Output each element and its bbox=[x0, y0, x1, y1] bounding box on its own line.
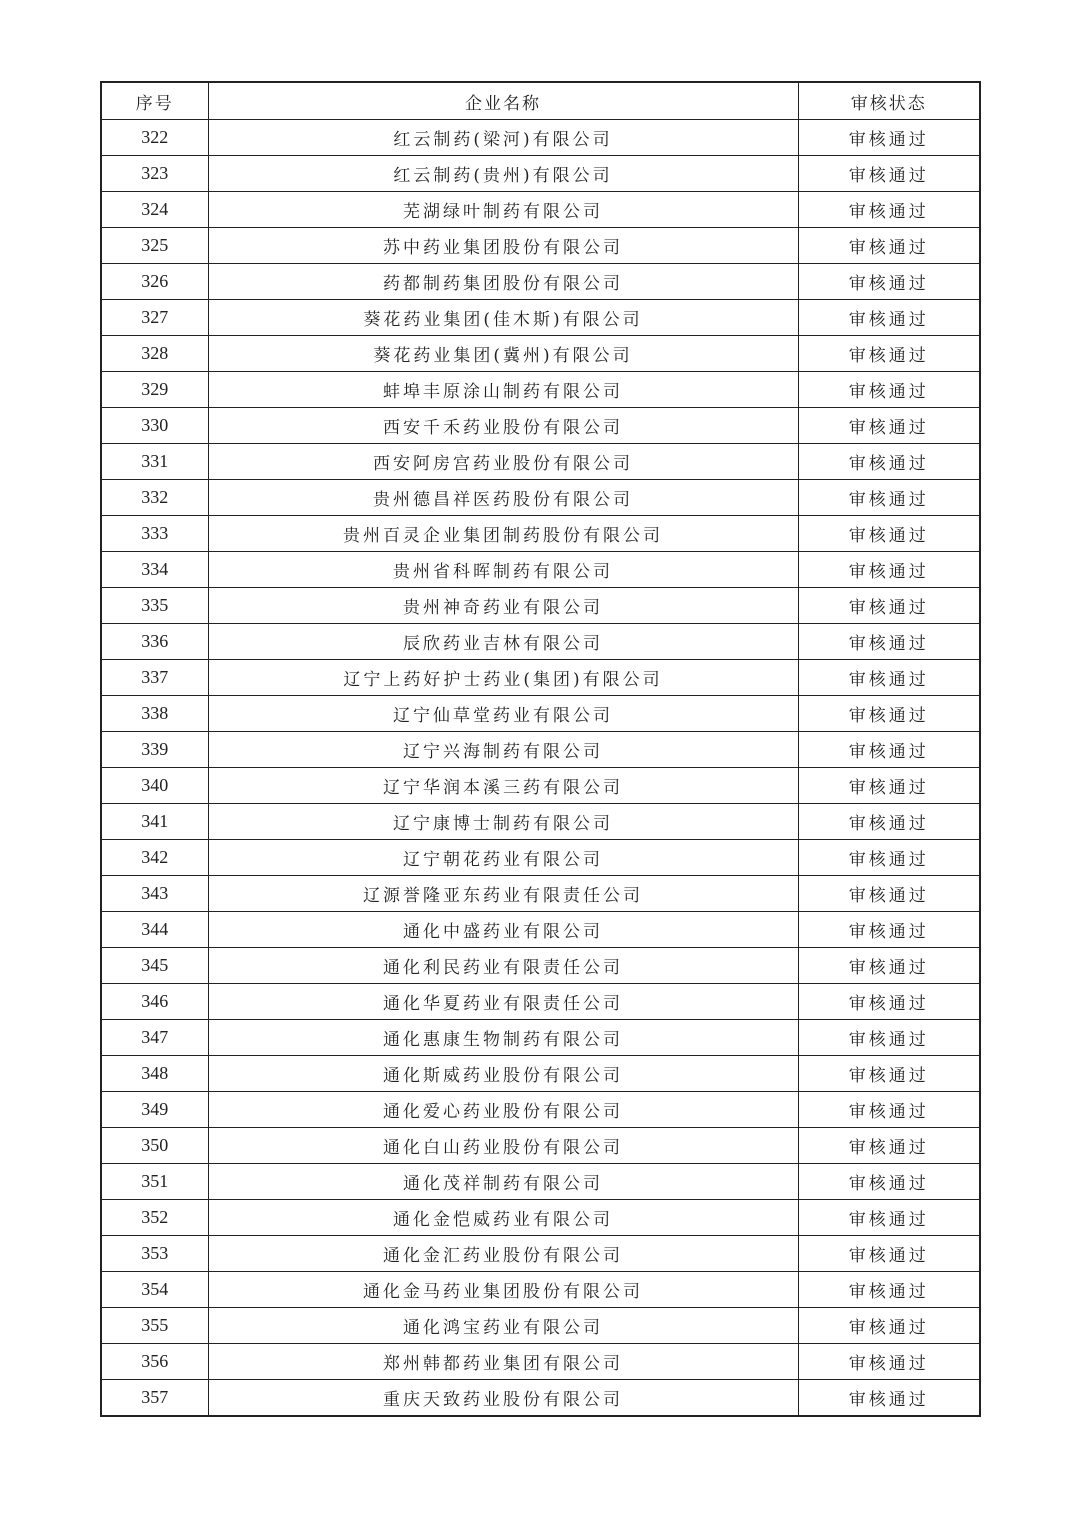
row-name-cell: 辽宁华润本溪三药有限公司 bbox=[208, 768, 798, 804]
row-status-cell: 审核通过 bbox=[798, 984, 980, 1020]
row-seq-cell: 331 bbox=[101, 444, 208, 480]
row-status-cell: 审核通过 bbox=[798, 372, 980, 408]
row-seq-cell: 330 bbox=[101, 408, 208, 444]
row-seq-cell: 354 bbox=[101, 1272, 208, 1308]
enterprise-review-table bbox=[100, 81, 981, 1417]
row-status-cell: 审核通过 bbox=[798, 1308, 980, 1344]
row-name-cell: 葵花药业集团(冀州)有限公司 bbox=[208, 336, 798, 372]
row-status-cell: 审核通过 bbox=[798, 840, 980, 876]
row-status-cell: 审核通过 bbox=[798, 1056, 980, 1092]
row-seq-cell: 333 bbox=[101, 516, 208, 552]
row-name-cell: 通化金恺威药业有限公司 bbox=[208, 1200, 798, 1236]
table-body bbox=[101, 120, 980, 1417]
row-seq-cell: 327 bbox=[101, 300, 208, 336]
row-status-cell: 审核通过 bbox=[798, 1272, 980, 1308]
row-name-cell: 辽宁上药好护士药业(集团)有限公司 bbox=[208, 660, 798, 696]
row-status-cell: 审核通过 bbox=[798, 732, 980, 768]
row-name-cell: 通化白山药业股份有限公司 bbox=[208, 1128, 798, 1164]
enterprise-review-table-container bbox=[100, 81, 979, 1417]
row-name-cell: 贵州百灵企业集团制药股份有限公司 bbox=[208, 516, 798, 552]
row-status-cell: 审核通过 bbox=[798, 480, 980, 516]
row-status-cell: 审核通过 bbox=[798, 444, 980, 480]
row-status-cell: 审核通过 bbox=[798, 1236, 980, 1272]
row-seq-cell: 350 bbox=[101, 1128, 208, 1164]
row-seq-cell: 353 bbox=[101, 1236, 208, 1272]
table-row bbox=[101, 1380, 980, 1417]
table-row bbox=[101, 624, 980, 660]
row-seq-cell: 329 bbox=[101, 372, 208, 408]
row-name-cell: 贵州神奇药业有限公司 bbox=[208, 588, 798, 624]
row-name-cell: 葵花药业集团(佳木斯)有限公司 bbox=[208, 300, 798, 336]
table-row bbox=[101, 552, 980, 588]
table-row bbox=[101, 1236, 980, 1272]
row-status-cell: 审核通过 bbox=[798, 192, 980, 228]
row-name-cell: 郑州韩都药业集团有限公司 bbox=[208, 1344, 798, 1380]
table-row bbox=[101, 1020, 980, 1056]
row-name-cell: 通化爱心药业股份有限公司 bbox=[208, 1092, 798, 1128]
row-seq-cell: 322 bbox=[101, 120, 208, 156]
row-name-cell: 通化金马药业集团股份有限公司 bbox=[208, 1272, 798, 1308]
row-status-cell: 审核通过 bbox=[798, 300, 980, 336]
row-status-cell: 审核通过 bbox=[798, 624, 980, 660]
row-status-cell: 审核通过 bbox=[798, 1380, 980, 1417]
row-status-cell: 审核通过 bbox=[798, 660, 980, 696]
row-seq-cell: 335 bbox=[101, 588, 208, 624]
row-status-cell: 审核通过 bbox=[798, 552, 980, 588]
table-row bbox=[101, 336, 980, 372]
table-row bbox=[101, 300, 980, 336]
row-name-cell: 通化金汇药业股份有限公司 bbox=[208, 1236, 798, 1272]
row-seq-cell: 332 bbox=[101, 480, 208, 516]
table-row bbox=[101, 660, 980, 696]
table-row bbox=[101, 1056, 980, 1092]
table-row bbox=[101, 120, 980, 156]
table-row bbox=[101, 1092, 980, 1128]
header-status: 审核状态 bbox=[798, 82, 980, 120]
table-row bbox=[101, 1308, 980, 1344]
row-name-cell: 辽宁兴海制药有限公司 bbox=[208, 732, 798, 768]
table-row bbox=[101, 264, 980, 300]
row-status-cell: 审核通过 bbox=[798, 588, 980, 624]
header-seq: 序号 bbox=[101, 82, 208, 120]
row-name-cell: 重庆天致药业股份有限公司 bbox=[208, 1380, 798, 1417]
table-row bbox=[101, 1164, 980, 1200]
row-status-cell: 审核通过 bbox=[798, 336, 980, 372]
table-row bbox=[101, 696, 980, 732]
row-status-cell: 审核通过 bbox=[798, 1092, 980, 1128]
row-name-cell: 贵州省科晖制药有限公司 bbox=[208, 552, 798, 588]
table-row bbox=[101, 444, 980, 480]
row-name-cell: 通化鸿宝药业有限公司 bbox=[208, 1308, 798, 1344]
table-row bbox=[101, 1200, 980, 1236]
row-status-cell: 审核通过 bbox=[798, 804, 980, 840]
row-name-cell: 通化斯威药业股份有限公司 bbox=[208, 1056, 798, 1092]
row-seq-cell: 334 bbox=[101, 552, 208, 588]
table-row bbox=[101, 372, 980, 408]
row-name-cell: 通化茂祥制药有限公司 bbox=[208, 1164, 798, 1200]
row-status-cell: 审核通过 bbox=[798, 408, 980, 444]
table-row bbox=[101, 876, 980, 912]
row-status-cell: 审核通过 bbox=[798, 912, 980, 948]
row-seq-cell: 341 bbox=[101, 804, 208, 840]
row-seq-cell: 352 bbox=[101, 1200, 208, 1236]
row-seq-cell: 342 bbox=[101, 840, 208, 876]
row-name-cell: 苏中药业集团股份有限公司 bbox=[208, 228, 798, 264]
row-seq-cell: 344 bbox=[101, 912, 208, 948]
row-seq-cell: 348 bbox=[101, 1056, 208, 1092]
row-name-cell: 通化惠康生物制药有限公司 bbox=[208, 1020, 798, 1056]
row-seq-cell: 326 bbox=[101, 264, 208, 300]
table-row bbox=[101, 1272, 980, 1308]
table-row bbox=[101, 948, 980, 984]
row-name-cell: 红云制药(贵州)有限公司 bbox=[208, 156, 798, 192]
row-seq-cell: 356 bbox=[101, 1344, 208, 1380]
table-row bbox=[101, 804, 980, 840]
table-row bbox=[101, 156, 980, 192]
row-seq-cell: 336 bbox=[101, 624, 208, 660]
table-row bbox=[101, 912, 980, 948]
row-seq-cell: 351 bbox=[101, 1164, 208, 1200]
row-seq-cell: 343 bbox=[101, 876, 208, 912]
row-name-cell: 红云制药(梁河)有限公司 bbox=[208, 120, 798, 156]
row-name-cell: 芜湖绿叶制药有限公司 bbox=[208, 192, 798, 228]
row-seq-cell: 325 bbox=[101, 228, 208, 264]
row-seq-cell: 337 bbox=[101, 660, 208, 696]
row-status-cell: 审核通过 bbox=[798, 156, 980, 192]
row-seq-cell: 357 bbox=[101, 1380, 208, 1417]
row-status-cell: 审核通过 bbox=[798, 120, 980, 156]
row-status-cell: 审核通过 bbox=[798, 1164, 980, 1200]
row-seq-cell: 346 bbox=[101, 984, 208, 1020]
row-status-cell: 审核通过 bbox=[798, 768, 980, 804]
row-name-cell: 辰欣药业吉林有限公司 bbox=[208, 624, 798, 660]
row-status-cell: 审核通过 bbox=[798, 516, 980, 552]
row-name-cell: 辽源誉隆亚东药业有限责任公司 bbox=[208, 876, 798, 912]
row-name-cell: 辽宁朝花药业有限公司 bbox=[208, 840, 798, 876]
row-seq-cell: 338 bbox=[101, 696, 208, 732]
row-status-cell: 审核通过 bbox=[798, 1020, 980, 1056]
table-row bbox=[101, 984, 980, 1020]
table-header bbox=[101, 82, 980, 120]
row-name-cell: 通化华夏药业有限责任公司 bbox=[208, 984, 798, 1020]
row-seq-cell: 323 bbox=[101, 156, 208, 192]
row-status-cell: 审核通过 bbox=[798, 1200, 980, 1236]
table-row bbox=[101, 192, 980, 228]
table-row bbox=[101, 840, 980, 876]
table-row bbox=[101, 516, 980, 552]
table-row bbox=[101, 588, 980, 624]
table-row bbox=[101, 228, 980, 264]
row-name-cell: 辽宁康博士制药有限公司 bbox=[208, 804, 798, 840]
row-name-cell: 贵州德昌祥医药股份有限公司 bbox=[208, 480, 798, 516]
row-seq-cell: 347 bbox=[101, 1020, 208, 1056]
row-status-cell: 审核通过 bbox=[798, 948, 980, 984]
row-status-cell: 审核通过 bbox=[798, 1128, 980, 1164]
header-name: 企业名称 bbox=[208, 82, 798, 120]
row-name-cell: 西安阿房宫药业股份有限公司 bbox=[208, 444, 798, 480]
row-name-cell: 通化中盛药业有限公司 bbox=[208, 912, 798, 948]
row-seq-cell: 340 bbox=[101, 768, 208, 804]
row-seq-cell: 355 bbox=[101, 1308, 208, 1344]
header-row bbox=[101, 82, 980, 120]
row-name-cell: 西安千禾药业股份有限公司 bbox=[208, 408, 798, 444]
row-name-cell: 蚌埠丰原涂山制药有限公司 bbox=[208, 372, 798, 408]
table-row bbox=[101, 480, 980, 516]
row-seq-cell: 328 bbox=[101, 336, 208, 372]
row-seq-cell: 339 bbox=[101, 732, 208, 768]
row-seq-cell: 349 bbox=[101, 1092, 208, 1128]
table-row bbox=[101, 1344, 980, 1380]
row-seq-cell: 324 bbox=[101, 192, 208, 228]
row-name-cell: 辽宁仙草堂药业有限公司 bbox=[208, 696, 798, 732]
row-seq-cell: 345 bbox=[101, 948, 208, 984]
table-row bbox=[101, 1128, 980, 1164]
table-row bbox=[101, 768, 980, 804]
row-name-cell: 通化利民药业有限责任公司 bbox=[208, 948, 798, 984]
row-status-cell: 审核通过 bbox=[798, 228, 980, 264]
table-row bbox=[101, 732, 980, 768]
row-status-cell: 审核通过 bbox=[798, 876, 980, 912]
row-status-cell: 审核通过 bbox=[798, 696, 980, 732]
row-name-cell: 药都制药集团股份有限公司 bbox=[208, 264, 798, 300]
row-status-cell: 审核通过 bbox=[798, 264, 980, 300]
table-row bbox=[101, 408, 980, 444]
row-status-cell: 审核通过 bbox=[798, 1344, 980, 1380]
